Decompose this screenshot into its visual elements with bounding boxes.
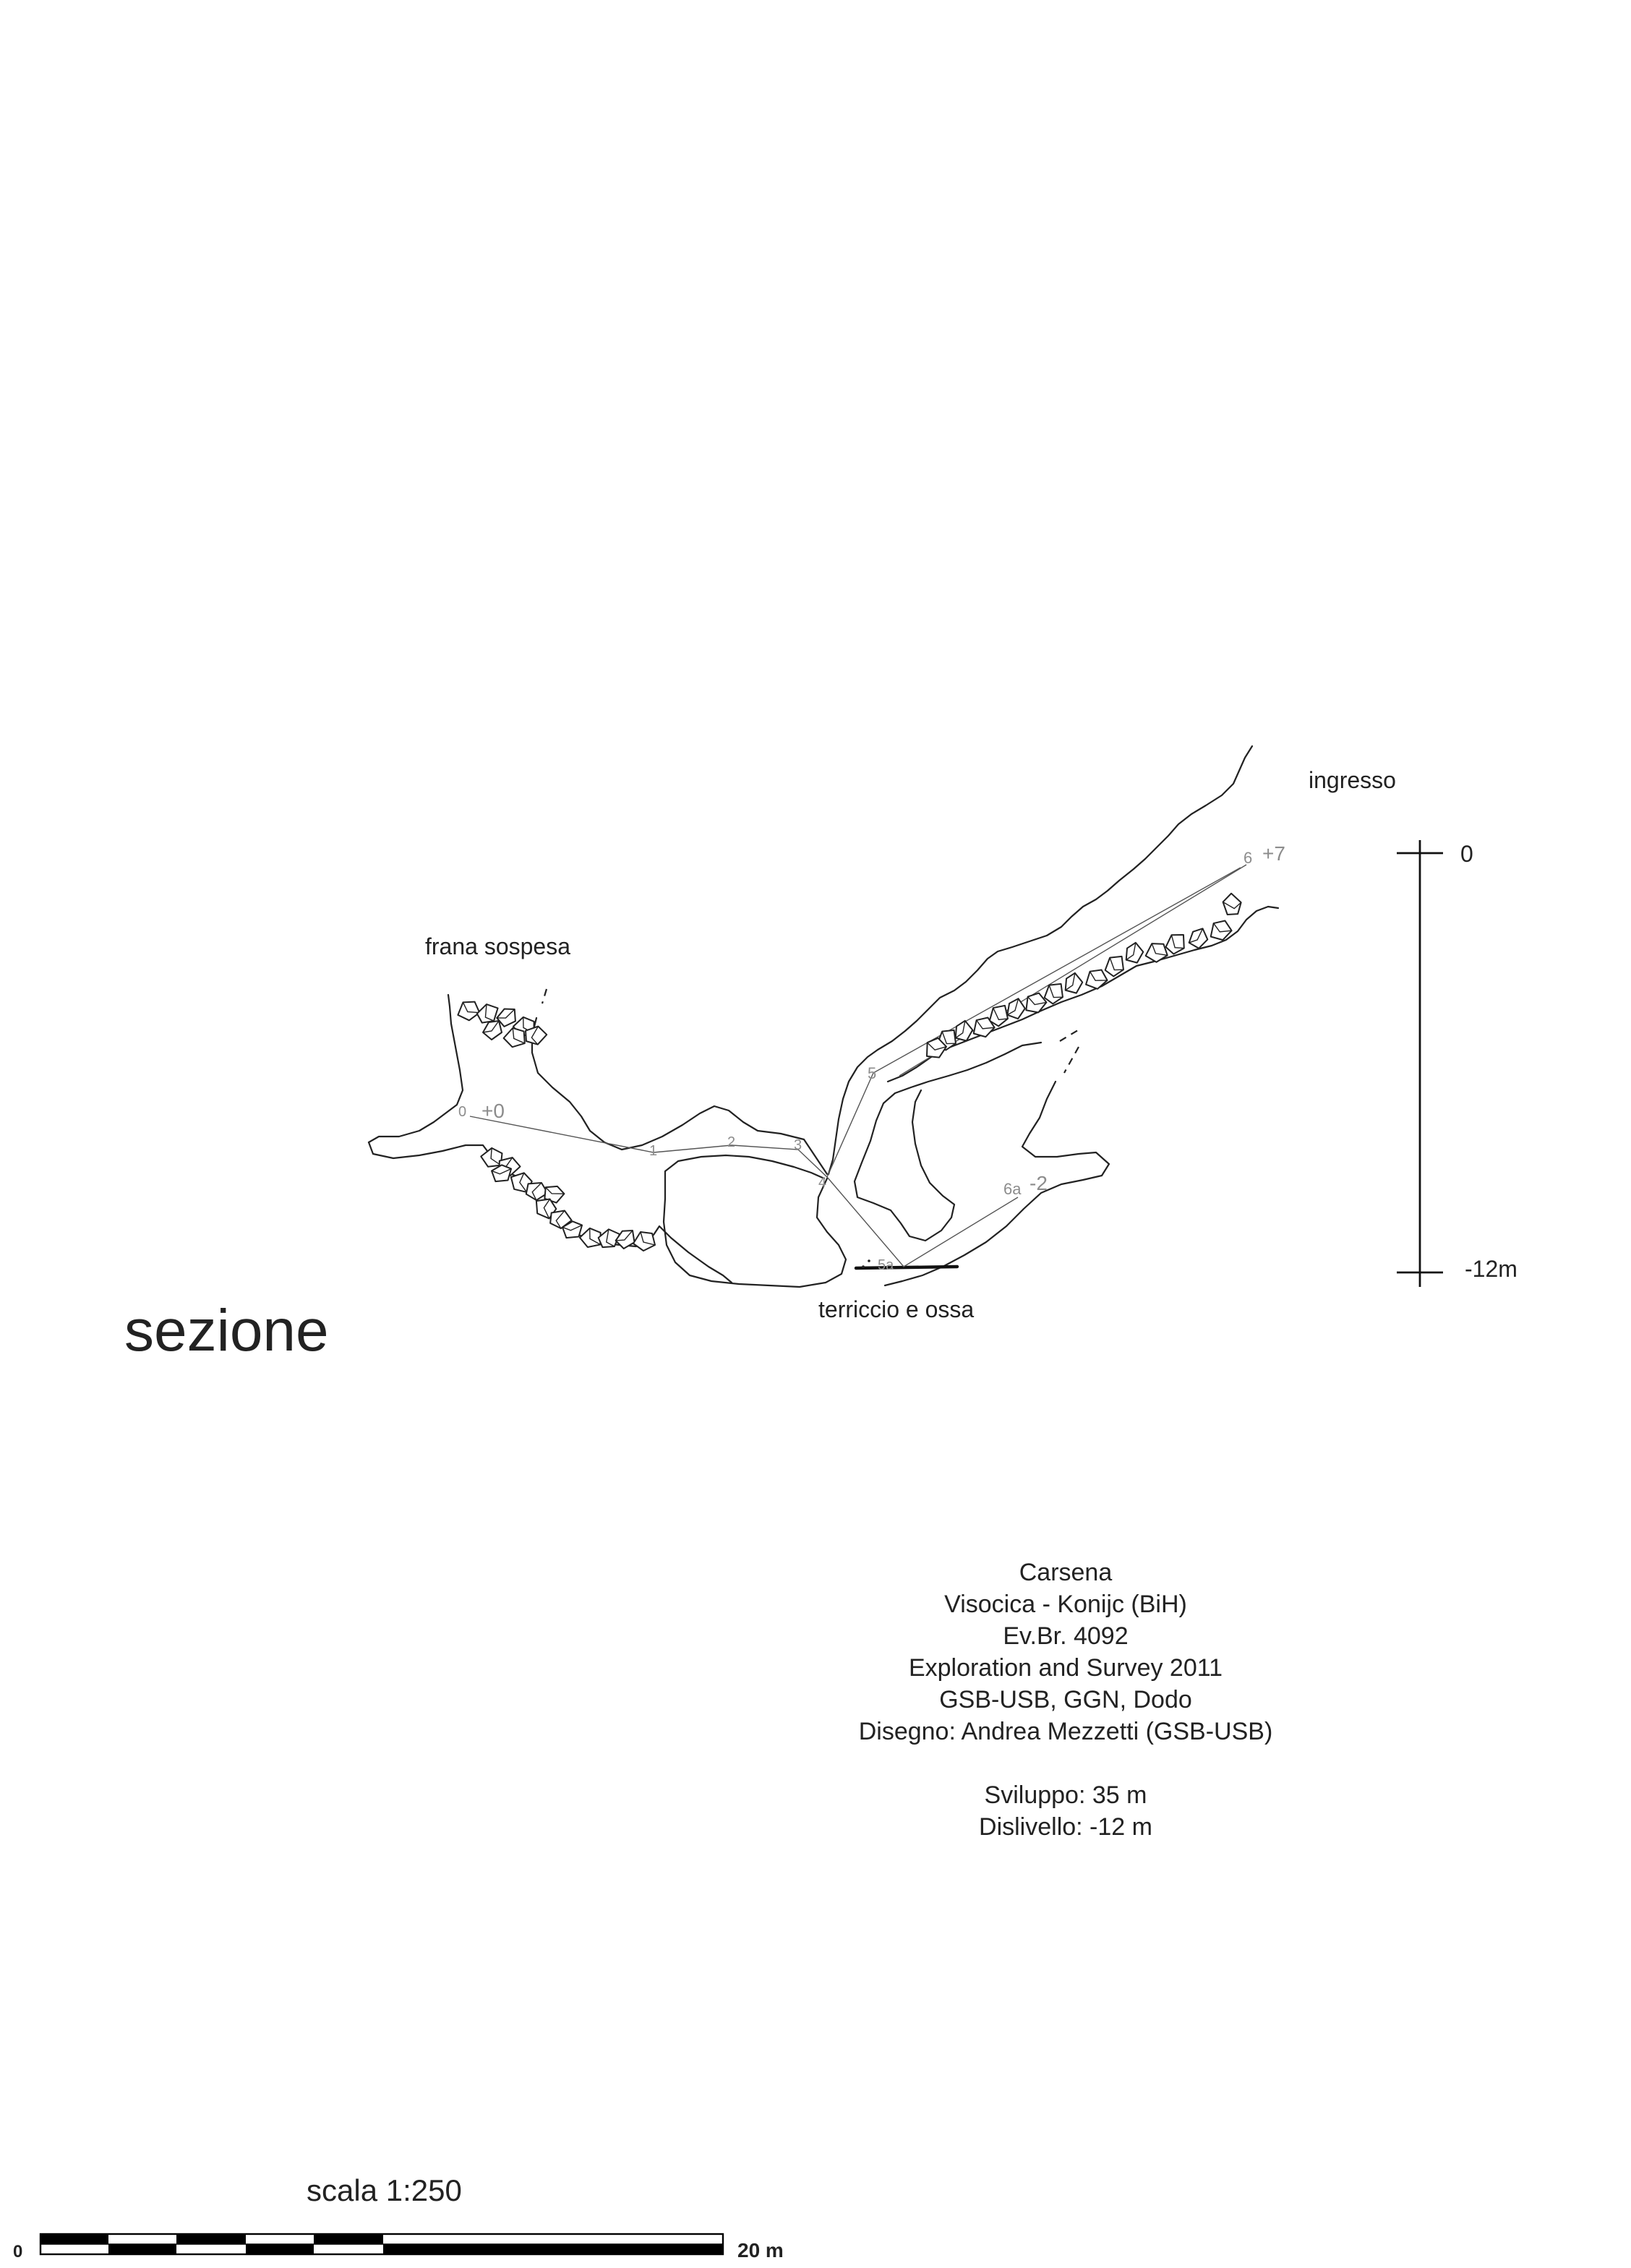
scale-bar-start-label: 0 xyxy=(13,2242,23,2261)
station-0-depth: +0 xyxy=(481,1100,505,1122)
scale-bar-segment xyxy=(176,2234,246,2244)
scale-bar xyxy=(13,2173,784,2261)
station-6-depth: +7 xyxy=(1262,842,1285,865)
scale-bar-end-label: 20 m xyxy=(737,2239,784,2261)
inner-pillar-outline xyxy=(855,1043,1041,1241)
uncertain-wall-lower xyxy=(1064,1047,1079,1073)
survey-teams: GSB-USB, GGN, Dodo xyxy=(939,1686,1192,1713)
floor-dot xyxy=(862,1265,865,1268)
rubble-rock xyxy=(1102,954,1127,978)
rubble-rock xyxy=(1219,892,1246,919)
cave-development: Sviluppo: 35 m xyxy=(984,1781,1147,1809)
rubble-rock xyxy=(633,1232,655,1251)
hanging-collapse-rubble xyxy=(456,1000,549,1049)
hanging-collapse-label: frana sospesa xyxy=(425,933,571,959)
drawing-author: Disegno: Andrea Mezzetti (GSB-USB) xyxy=(858,1718,1273,1745)
cave-depth: Dislivello: -12 m xyxy=(979,1813,1152,1841)
cave-register-number: Ev.Br. 4092 xyxy=(1003,1622,1129,1650)
depth-scale xyxy=(1397,840,1517,1287)
survey-info-block xyxy=(859,1559,1273,1841)
scale-bar-segment xyxy=(314,2234,383,2244)
lower-branch-outline xyxy=(885,1082,1109,1285)
uncertain-wall-upper xyxy=(1060,1028,1082,1041)
upper-right-wall xyxy=(829,746,1252,1174)
station-6a-depth: -2 xyxy=(1029,1172,1048,1194)
station-labels xyxy=(458,842,1285,1273)
left-chimney-wall xyxy=(369,995,463,1142)
exploration-year: Exploration and Survey 2011 xyxy=(908,1654,1223,1682)
station-4-label: 4 xyxy=(818,1175,827,1191)
rubble-rock xyxy=(1121,941,1147,967)
scale-ratio-label: scala 1:250 xyxy=(307,2173,462,2207)
depth-scale-top-label: 0 xyxy=(1460,841,1473,867)
rubble-rock xyxy=(483,1021,502,1040)
station-1-label: 1 xyxy=(649,1143,658,1159)
entrance-label: ingresso xyxy=(1309,767,1396,793)
chimney-top-dash xyxy=(542,989,547,1004)
rubble-rock xyxy=(1207,918,1233,943)
rubble-rock xyxy=(456,1000,481,1022)
floor-dot xyxy=(868,1259,870,1262)
scale-bar-segment xyxy=(40,2234,108,2244)
cave-name: Carsena xyxy=(1019,1559,1113,1586)
scale-bar-segment xyxy=(383,2244,723,2254)
soil-and-bones-floor xyxy=(856,1267,957,1268)
scale-bar-segment xyxy=(108,2244,176,2254)
station-5a-label: 5a xyxy=(878,1257,894,1273)
chimney-right-wall xyxy=(532,1018,827,1174)
cave-location: Visocica - Konijc (BiH) xyxy=(944,1591,1187,1618)
cave-section-drawing xyxy=(369,746,1285,1287)
left-floor-rubble xyxy=(479,1143,658,1251)
survey-line-main xyxy=(470,868,1241,1177)
station-6-label: 6 xyxy=(1243,849,1253,867)
rubble-rock xyxy=(1083,968,1109,992)
scale-bar-segment xyxy=(246,2244,314,2254)
station-5-label: 5 xyxy=(868,1064,877,1082)
station-6a-label: 6a xyxy=(1003,1180,1022,1198)
soil-and-bones-label: terriccio e ossa xyxy=(818,1296,975,1322)
depth-scale-bottom-label: -12m xyxy=(1465,1256,1517,1282)
station-2-label: 2 xyxy=(727,1134,736,1150)
section-title: sezione xyxy=(124,1298,329,1364)
station-3-label: 3 xyxy=(794,1137,802,1153)
station-0-label: 0 xyxy=(458,1104,467,1120)
rubble-rock xyxy=(1144,942,1168,963)
